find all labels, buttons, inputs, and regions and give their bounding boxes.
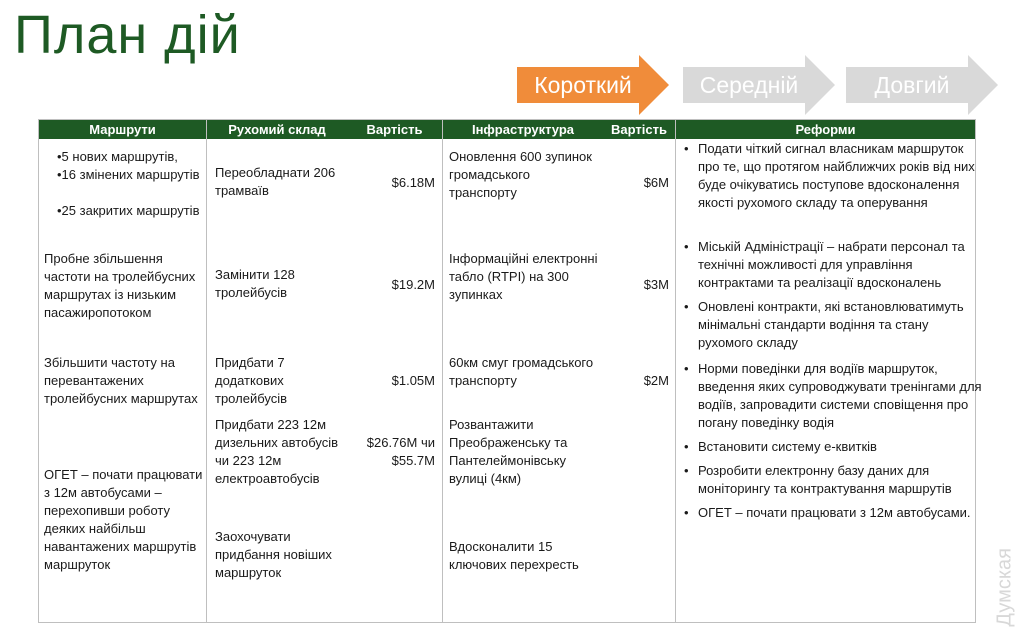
rolling-item: Переобладнати 206 трамваїв (215, 165, 336, 198)
rolling-cost: $1.05M (391, 373, 435, 388)
phase-short-label: Короткий (534, 72, 632, 98)
routes-bullet: •16 змінених маршрутів (57, 167, 200, 182)
watermark: Думская (994, 548, 1016, 627)
header-cost-1: Вартість (347, 120, 442, 139)
routes-bullet: •5 нових маршрутів, (57, 149, 178, 164)
divider (442, 120, 443, 622)
header-cost-2: Вартість (603, 120, 675, 139)
header-reforms: Реформи (676, 120, 975, 139)
divider (206, 120, 207, 622)
reform-item: • Розробити електронну базу даних для моніторингу та контрактування маршрутів (684, 462, 986, 498)
rolling-cost: $26.76M чи $55.7M (366, 435, 435, 468)
infra-cost: $6M (643, 175, 669, 190)
infra-item: Вдосконалити 15 ключових перехресть (449, 539, 579, 572)
rolling-item: Замінити 128 тролейбусів (215, 267, 295, 300)
page-title: План дій (14, 5, 241, 65)
phase-medium-label: Середній (699, 72, 799, 98)
action-plan-table (38, 119, 982, 623)
rolling-cost: $19.2M (391, 277, 435, 292)
infra-item: Розвантажити Преображенську та Пантелеймонівську вулиці (4км) (449, 417, 568, 486)
header-infrastructure: Інфраструктура (443, 120, 603, 139)
rolling-item: Заохочувати придбання новіших маршруток (215, 529, 332, 580)
infra-item: Інформаційні електронні табло (RTPI) на 300 зупинках (449, 251, 598, 302)
rolling-cost: $6.18M (391, 175, 435, 190)
reform-item: • Встановити систему е-квитків (684, 438, 986, 456)
routes-trial: Пробне збільшення частоти на тролейбусних маршрутах із низьким пасажиропотоком (44, 251, 196, 320)
routes-increase: Збільшити частоту на перевантажених тролейбусних маршрутах (44, 355, 198, 406)
routes-bullet: •25 закритих маршрутів (57, 203, 200, 218)
header-rolling-stock: Рухомий склад (207, 120, 347, 139)
reform-item: • Подати чіткий сигнал власникам маршруток про те, що протягом найближчих років від них буде очікуватись поступове вдосконалення якості рухомого складу та оперування (684, 140, 986, 212)
rolling-item: Придбати 7 додаткових тролейбусів (215, 355, 288, 406)
infra-cost: $2M (643, 373, 669, 388)
reform-item: • ОГЕТ – почати працювати з 12м автобусами. (684, 504, 986, 522)
phase-arrows (0, 55, 1000, 115)
reform-item: • Норми поведінки для водіїв маршруток, введення яких супроводжувати тренінгами для водіїв, запровадити системи сповіщення про погану поведінку водія (684, 360, 986, 432)
infra-item: Оновлення 600 зупинок громадського транспорту (449, 149, 592, 200)
infra-item: 60км смуг громадського транспорту (449, 355, 594, 388)
reform-item: • Міській Адміністрації – набрати персонал та технічні можливості для управління контрактами та реалізації вдосконалень (684, 238, 986, 292)
reform-item: • Оновлені контракти, які встановлюватимуть мінімальні стандарти водіння та стану рухомого складу (684, 298, 986, 352)
rolling-item: Придбати 223 12м дизельних автобусів чи 223 12м електроавтобусів (215, 417, 339, 486)
infra-cost: $3M (643, 277, 669, 292)
phase-long-label: Довгий (874, 72, 950, 98)
reforms-list (676, 120, 982, 620)
header-routes: Маршрути (39, 120, 206, 139)
routes-oget: ОГЕТ – почати працювати з 12м автобусами – перехопивши роботу деяких найбільш навантажених маршрутів маршруток (44, 467, 203, 572)
